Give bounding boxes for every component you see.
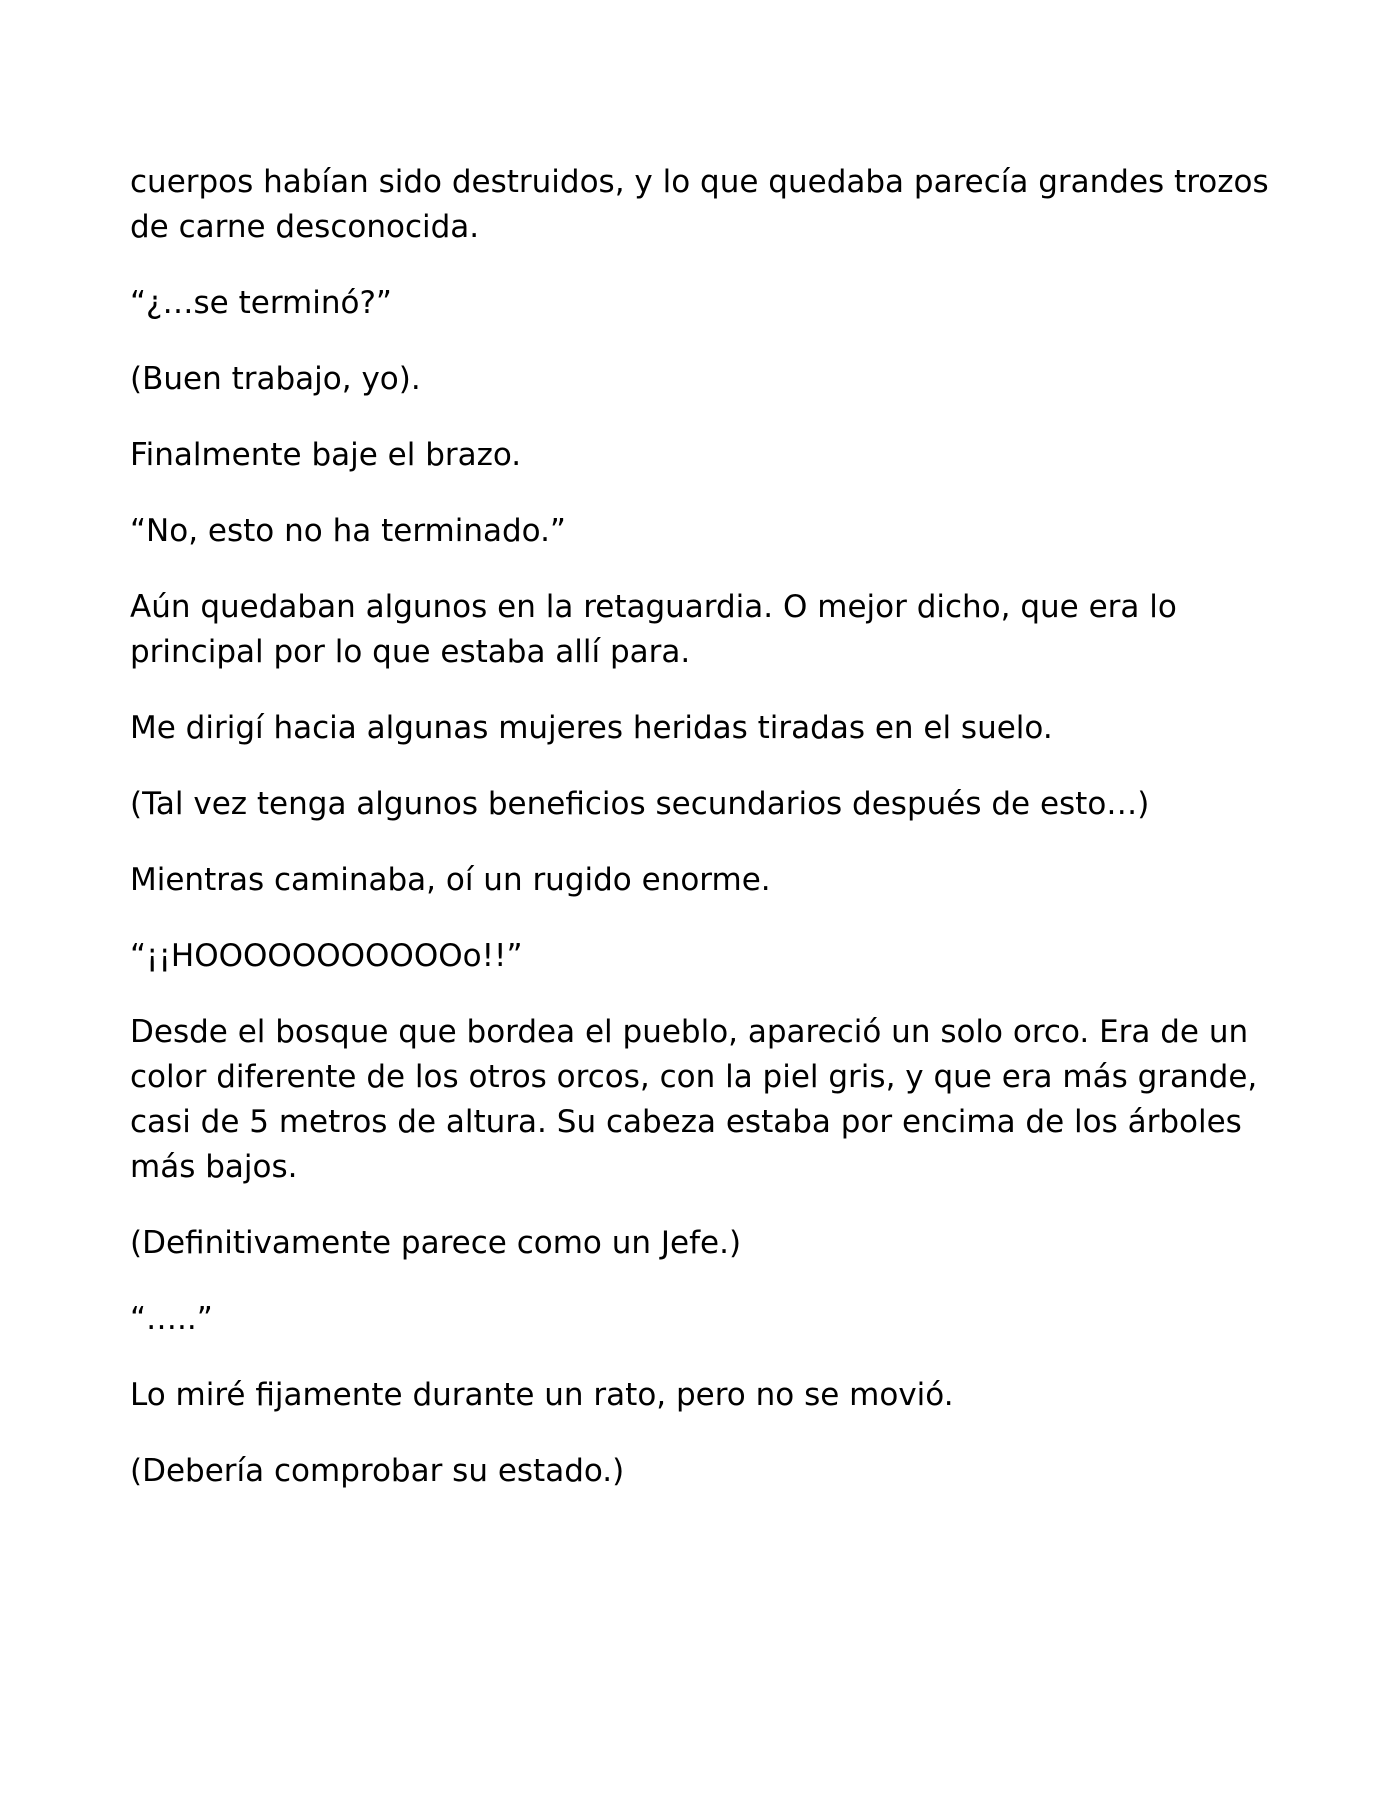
paragraph: (Debería comprobar su estado.) (130, 1453, 625, 1489)
paragraph: (Buen trabajo, yo). (130, 361, 421, 397)
paragraph: Desde el bosque que bordea el pueblo, apareció un solo orco. Era de un color diferente de los otros orcos, con la piel gris, y que era más grande, casi de 5 metros de altura. Su cabeza estaba por encima de los árboles más bajos. (130, 1014, 1258, 1185)
paragraph: Lo miré fijamente durante un rato, pero no se movió. (130, 1377, 954, 1413)
paragraph: “¿…se terminó?” (130, 285, 392, 321)
paragraph: “¡¡HOOOOOOOOOOOo!!” (130, 938, 523, 974)
paragraph: cuerpos habían sido destruidos, y lo que quedaba parecía grandes trozos de carne desconocida. (130, 164, 1269, 245)
paragraph: (Tal vez tenga algunos beneficios secundarios después de esto…) (130, 786, 1150, 822)
paragraph: (Definitivamente parece como un Jefe.) (130, 1225, 742, 1261)
paragraph: “No, esto no ha terminado.” (130, 513, 566, 549)
paragraph: Aún quedaban algunos en la retaguardia. O mejor dicho, que era lo principal por lo que estaba allí para. (130, 589, 1177, 670)
paragraph: Finalmente baje el brazo. (130, 437, 522, 473)
paragraph: Mientras caminaba, oí un rugido enorme. (130, 862, 771, 898)
paragraph: “…..” (130, 1301, 213, 1337)
document-body (130, 160, 1290, 1525)
paragraph: Me dirigí hacia algunas mujeres heridas tiradas en el suelo. (130, 710, 1053, 746)
